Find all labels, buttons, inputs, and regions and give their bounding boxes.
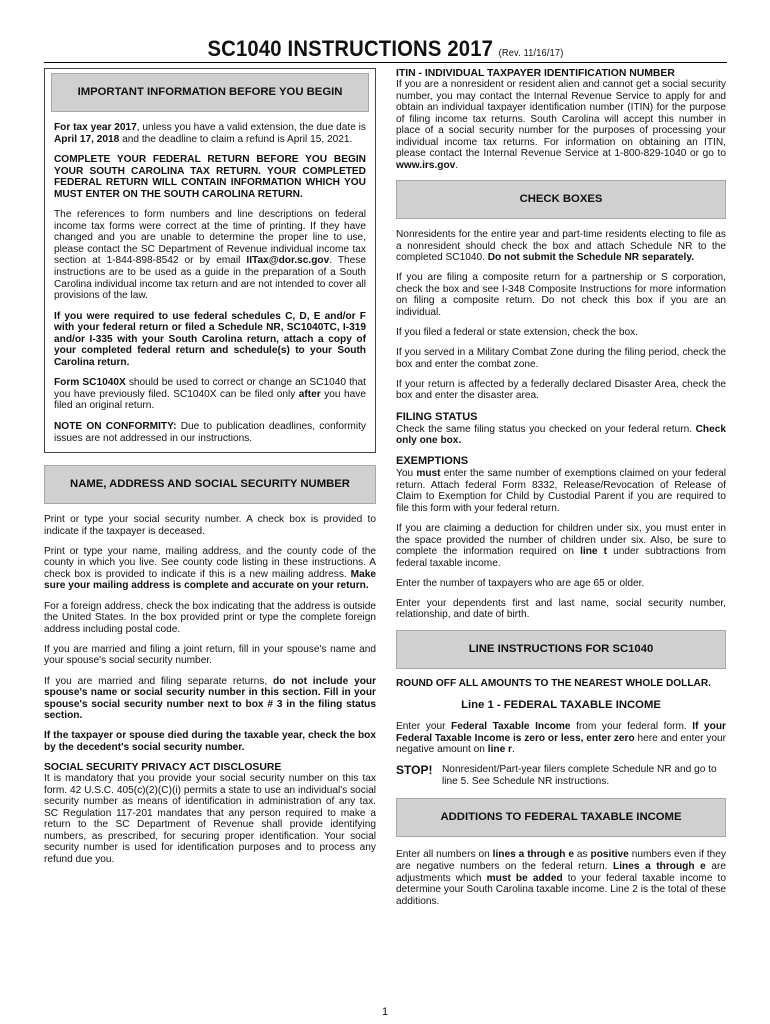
separate-return-paragraph: If you are married and filing separate returns, do not include your spouse's name or social security number in this section. Fill in your spouse's social security number next to box # 3 in the filing status section. bbox=[44, 675, 377, 722]
itin-paragraph: If you are a nonresident or resident alien and cannot get a social security number, you may contact the Internal Revenue Service to apply for and obtain an individual taxpayer identification number (ITIN) for the purpose of filing income tax returns. South Carolina will accept this number in place of a social security number for the purposes of processing your individual income tax returns. For information on obtaining an ITIN, please contact the Internal Revenue Service at 1-800-829-1040 or go to www.irs.gov. bbox=[396, 79, 726, 171]
exemptions-heading: EXEMPTIONS bbox=[396, 455, 469, 468]
privacy-paragraph: It is mandatory that you provide your social security number on this tax form. 42 U.S.C. 405(c)(2)(C)(i) permits a state to use an individual's social security number as means of identification in administration of any tax. SC Regulation 117-201 mandates that any person required to make a return to the SC Department of Revenue shall provide identifying numbers, as prescribed, for securing proper identification. Your social security number is used for identification purposes and to process any refund due you. bbox=[44, 772, 376, 865]
check-boxes-heading: CHECK BOXES bbox=[396, 180, 726, 219]
additions-heading: ADDITIONS TO FEDERAL TAXABLE INCOME bbox=[396, 798, 726, 837]
foreign-address-paragraph: For a foreign address, check the box indicating that the address is outside the United States. In the box provided print or type the complete foreign address including postal code. bbox=[44, 600, 376, 635]
line-instructions-heading: LINE INSTRUCTIONS FOR SC1040 bbox=[396, 630, 726, 669]
ssn-paragraph: Print or type your social security number. A check box is provided to indicate if the taxpayer is deceased. bbox=[44, 514, 376, 537]
composite-paragraph: If you are filing a composite return for a partnership or S corporation, check the box and see I-348 Composite Instructions for more information on filing a composite return. Do not check this box if you are an individual. bbox=[396, 272, 726, 318]
extension-paragraph: If you filed a federal or state extension, check the box. bbox=[396, 326, 639, 338]
references-paragraph: The references to form numbers and line descriptions on federal income tax forms were correct at the time of printing. If they have changed and you are unable to determine the proper line to use, please contact the SC Department of Revenue individual income tax section at 1-844-898-8542 or by email IITax@dor.sc.gov. These instructions are to be used as a guide in the preparation of a South Carolina individual income tax return and are not intended to cover all provisions of the law. bbox=[54, 209, 366, 302]
stop-label: STOP! bbox=[396, 763, 433, 778]
line-1-paragraph: Enter your Federal Taxable Income from your federal form. If your Federal Taxable Income is zero or less, enter zero here and enter your negative amount on line r. bbox=[396, 721, 727, 756]
right-column bbox=[396, 68, 726, 916]
page-number: 1 bbox=[381, 1006, 389, 1018]
round-off-notice: ROUND OFF ALL AMOUNTS TO THE NEAREST WHOLE DOLLAR. bbox=[396, 677, 711, 689]
itin-heading: ITIN - INDIVIDUAL TAXPAYER IDENTIFICATION NUMBER bbox=[396, 68, 675, 79]
joint-return-paragraph: If you are married and filing a joint return, fill in your spouse's name and your spouse's social security number. bbox=[44, 643, 376, 667]
tax-year-paragraph: For tax year 2017, unless you have a valid extension, the due date is April 17, 2018 and the deadline to claim a refund is April 15, 2021. bbox=[54, 122, 366, 145]
exemptions-paragraph-2: If you are claiming a deduction for children under six, you must enter in the space provided the number of children under six. Also, be sure to complete the information required on line t under subtractions from federal taxable income. bbox=[396, 522, 726, 569]
title-rule bbox=[44, 62, 727, 63]
dependents-paragraph: Enter your dependents first and last name, social security number, relationship, and date of birth. bbox=[396, 597, 726, 621]
important-info-box bbox=[44, 68, 376, 453]
exemptions-paragraph-1: You must enter the same number of exemptions claimed on your federal return. Attach federal Form 8332, Release/Revocation of Release of Claim to Exemption for Child by Custodial Parent if you are required to file this form with your federal return. bbox=[396, 468, 726, 514]
combat-zone-paragraph: If you served in a Military Combat Zone during the filing period, check the box and enter the combat zone. bbox=[396, 347, 726, 370]
email-link[interactable]: IITax@dor.sc.gov bbox=[246, 255, 330, 267]
schedules-paragraph: If you were required to use federal schedules C, D, E and/or F with your federal return or filed a Schedule NR, SC1040TC, I-319 and/or I-335 with your South Carolina return, attach a copy of your completed federal return and schedule(s) to your South Carolina return. bbox=[54, 310, 366, 368]
line-1-heading: Line 1 - FEDERAL TAXABLE INCOME bbox=[461, 699, 661, 712]
exemptions-paragraph-3: Enter the number of taxpayers who are age 65 or older. bbox=[396, 577, 645, 589]
sc1040x-paragraph: Form SC1040X should be used to correct or change an SC1040 that you have previously filed. SC1040X can be filed only after you have filed an original return. bbox=[54, 377, 366, 412]
page-header bbox=[0, 36, 770, 62]
name-address-heading: NAME, ADDRESS AND SOCIAL SECURITY NUMBER bbox=[44, 465, 376, 504]
decedent-paragraph: If the taxpayer or spouse died during the taxable year, check the box by the decedent's social security number. bbox=[44, 730, 376, 753]
stop-text: Nonresident/Part-year filers complete Schedule NR and go to line 5. See Schedule NR instructions. bbox=[442, 764, 717, 787]
stop-notice bbox=[396, 764, 726, 787]
nonresident-paragraph: Nonresidents for the entire year and part-time residents electing to file as a nonresident should check the box and attach Schedule NR to the completed SC1040. Do not submit the Schedule NR separately. bbox=[396, 228, 726, 264]
irs-link[interactable]: www.irs.gov bbox=[396, 159, 456, 171]
page-title: SC1040 INSTRUCTIONS 2017 (Rev. 11/16/17) bbox=[207, 36, 563, 61]
complete-federal-notice: COMPLETE YOUR FEDERAL RETURN BEFORE YOU BEGIN YOUR SOUTH CAROLINA TAX RETURN. YOUR COMPLETED FEDERAL RETURN WILL CONTAIN INFORMATION WHICH YOU MUST ENTER ON THE SOUTH CAROLINA RETURN. bbox=[54, 154, 366, 200]
important-info-heading: IMPORTANT INFORMATION BEFORE YOU BEGIN bbox=[51, 73, 369, 112]
left-column bbox=[44, 68, 376, 874]
disaster-area-paragraph: If your return is affected by a federally declared Disaster Area, check the box and enter the disaster area. bbox=[396, 378, 726, 402]
privacy-heading: SOCIAL SECURITY PRIVACY ACT DISCLOSURE bbox=[44, 761, 282, 773]
filing-status-paragraph: Check the same filing status you checked on your federal return. Check only one box. bbox=[396, 423, 726, 447]
conformity-note: NOTE ON CONFORMITY: Due to publication deadlines, conformity issues are not addressed in our instructions. bbox=[54, 421, 366, 444]
revision-date: (Rev. 11/16/17) bbox=[498, 48, 563, 59]
mailing-address-paragraph: Print or type your name, mailing address, and the county code of the county in which you live. See county code listing in these instructions. A check box is provided to indicate if this is a new mailing address. Make sure your mailing address is complete and accurate on your return. bbox=[44, 545, 376, 592]
filing-status-heading: FILING STATUS bbox=[396, 410, 478, 423]
additions-paragraph: Enter all numbers on lines a through e as positive numbers even if they are negative numbers on the federal return. Lines a through e are adjustments which must be added to your federal taxable income to determine your South Carolina taxable income. Line 2 is the total of these additions. bbox=[396, 849, 726, 907]
